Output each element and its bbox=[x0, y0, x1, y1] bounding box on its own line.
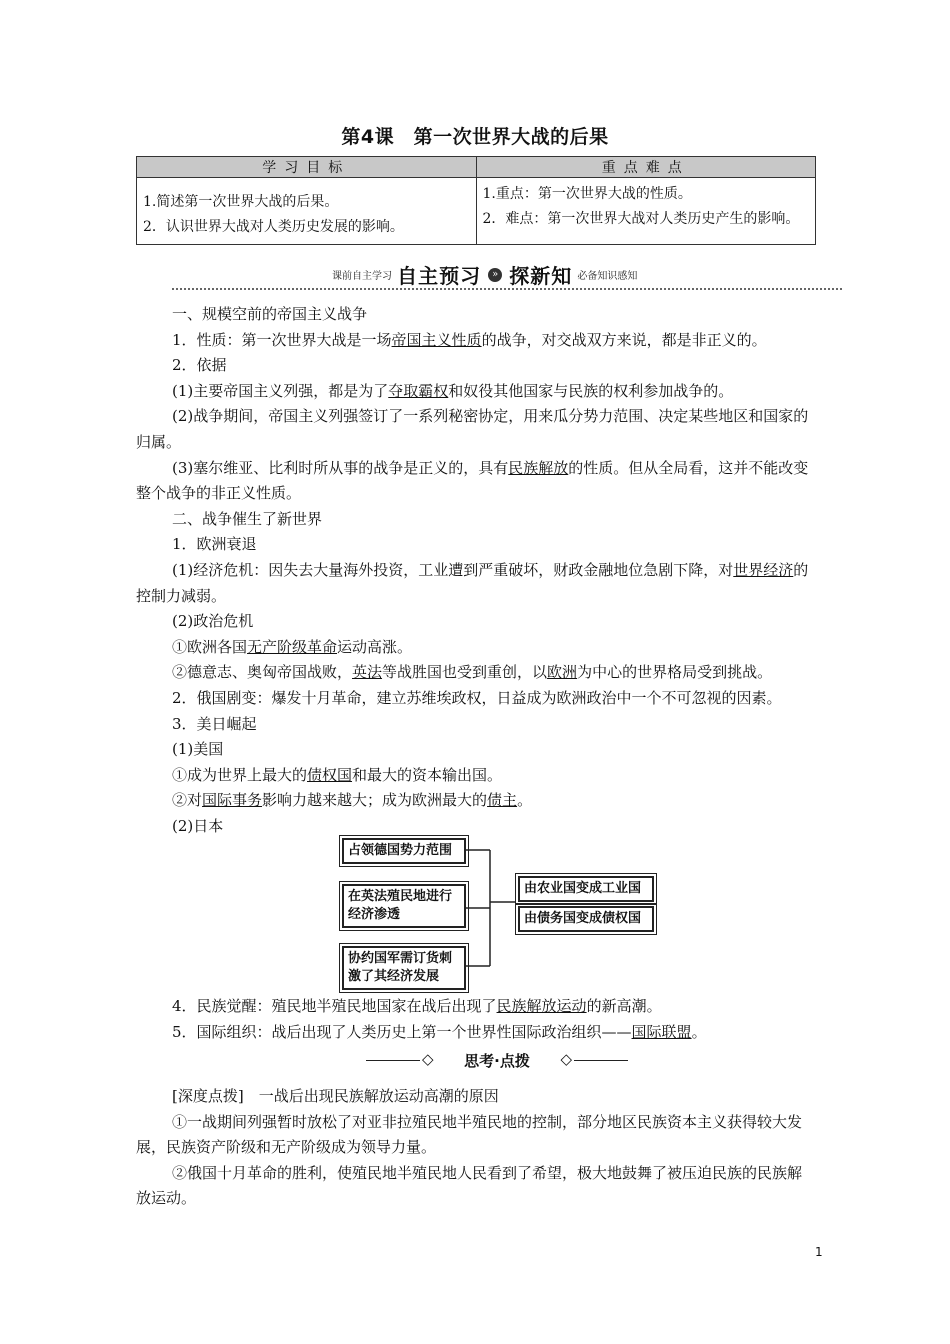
lesson-title: 第4课 第一次世界大战的后果 bbox=[341, 126, 609, 148]
page-number: 1 bbox=[815, 1245, 823, 1259]
paragraph: [深度点拨] 一战后出现民族解放运动高潮的原因 bbox=[172, 1087, 499, 1105]
divider bbox=[574, 1060, 628, 1061]
paragraph: ①成为世界上最大的债权国和最大的资本输出国。 bbox=[172, 765, 503, 784]
keypoints-header: 重点难点 bbox=[476, 157, 816, 178]
goals-cell bbox=[137, 178, 477, 245]
think-section-header bbox=[366, 1050, 628, 1070]
content-after-diagram bbox=[136, 994, 816, 1045]
goals-header: 学习目标 bbox=[137, 157, 477, 178]
paragraph: (1)主要帝国主义列强，都是为了夺取霸权和奴役其他国家与民族的权利参加战争的。 bbox=[172, 381, 734, 400]
paragraph: ②对国际事务影响力越来越大；成为欧洲最大的债主。 bbox=[172, 791, 533, 810]
diagram-box-industrial: 由农业国变成工业国 bbox=[518, 876, 654, 902]
keypoint-item: 1.重点：第一次世界大战的性质。 bbox=[482, 186, 692, 202]
paragraph: (1)美国 bbox=[172, 740, 224, 759]
keypoints-cell bbox=[476, 178, 816, 245]
divider bbox=[366, 1060, 420, 1061]
paragraph: 1．欧洲衰退 bbox=[172, 535, 257, 554]
paragraph: ①一战期间列强暂时放松了对亚非拉殖民地半殖民地的控制，部分地区民族资本主义获得较大发展，民族资产阶级和无产阶级成为领导力量。 bbox=[136, 1112, 803, 1157]
diagram-box-creditor: 由债务国变成债权国 bbox=[518, 906, 654, 932]
goal-item: 1.简述第一次世界大战的后果。 bbox=[143, 194, 339, 210]
section-banner bbox=[172, 258, 842, 290]
banner-right-label: 必备知识感知 bbox=[577, 271, 638, 282]
diamond-icon: ◇ bbox=[560, 1050, 572, 1068]
goal-item: 2．认识世界大战对人类历史发展的影响。 bbox=[143, 219, 404, 235]
deep-analysis bbox=[136, 1084, 816, 1212]
paragraph: ②俄国十月革命的胜利，使殖民地半殖民地人民看到了希望，极大地鼓舞了被压迫民族的民族解放运动。 bbox=[136, 1163, 803, 1208]
heading-1: 一、规模空前的帝国主义战争 bbox=[172, 305, 368, 323]
paragraph: (2)日本 bbox=[172, 816, 224, 835]
diagram-box-occupy: 占领德国势力范围 bbox=[342, 838, 466, 864]
banner-title-2: 探新知 bbox=[509, 264, 573, 288]
paragraph: 2．依据 bbox=[172, 356, 227, 375]
think-title: 思考·点拨 bbox=[464, 1052, 530, 1070]
chevron-right-icon: » bbox=[488, 268, 502, 282]
diagram-box-orders: 协约国军需订货刺激了其经济发展 bbox=[342, 946, 466, 990]
paragraph: ②德意志、奥匈帝国战败，英法等战胜国也受到重创，以欧洲为中心的世界格局受到挑战。 bbox=[172, 663, 773, 682]
paragraph: 1．性质：第一次世界大战是一场帝国主义性质的战争，对交战双方来说，都是非正义的。 bbox=[172, 330, 767, 349]
banner-left-label: 课前自主学习 bbox=[332, 271, 392, 282]
main-content bbox=[136, 302, 816, 839]
paragraph: (3)塞尔维亚、比利时所从事的战争是正义的，具有民族解放的性质。但从全局看，这并不能改变整个战争的非正义性质。 bbox=[136, 458, 809, 503]
paragraph: 4．民族觉醒：殖民地半殖民地国家在战后出现了民族解放运动的新高潮。 bbox=[172, 997, 662, 1015]
paragraph: 2．俄国剧变：爆发十月革命，建立苏维埃政权，日益成为欧洲政治中一个不可忽视的因素。 bbox=[172, 688, 782, 707]
diamond-icon: ◇ bbox=[422, 1050, 434, 1068]
heading-2: 二、战争催生了新世界 bbox=[172, 509, 323, 528]
goals-table bbox=[136, 156, 816, 245]
paragraph: (2)政治危机 bbox=[172, 612, 254, 631]
paragraph: ①欧洲各国无产阶级革命运动高涨。 bbox=[172, 637, 413, 656]
paragraph: (1)经济危机：因失去大量海外投资，工业遭到严重破坏，财政金融地位急剧下降，对世界经济的控制力减弱。 bbox=[136, 560, 809, 605]
paragraph: (2)战争期间，帝国主义列强签订了一系列秘密协定，用来瓜分势力范围、决定某些地区和国家的归属。 bbox=[136, 407, 809, 451]
japan-rise-diagram bbox=[342, 834, 652, 984]
paragraph: 5．国际组织：战后出现了人类历史上第一个世界性国际政治组织——国际联盟。 bbox=[172, 1022, 707, 1041]
paragraph: 3．美日崛起 bbox=[172, 714, 257, 733]
diagram-box-penetrate: 在英法殖民地进行经济渗透 bbox=[342, 884, 466, 928]
banner-title-1: 自主预习 bbox=[397, 264, 482, 288]
keypoint-item: 2．难点：第一次世界大战对人类历史产生的影响。 bbox=[482, 211, 800, 227]
